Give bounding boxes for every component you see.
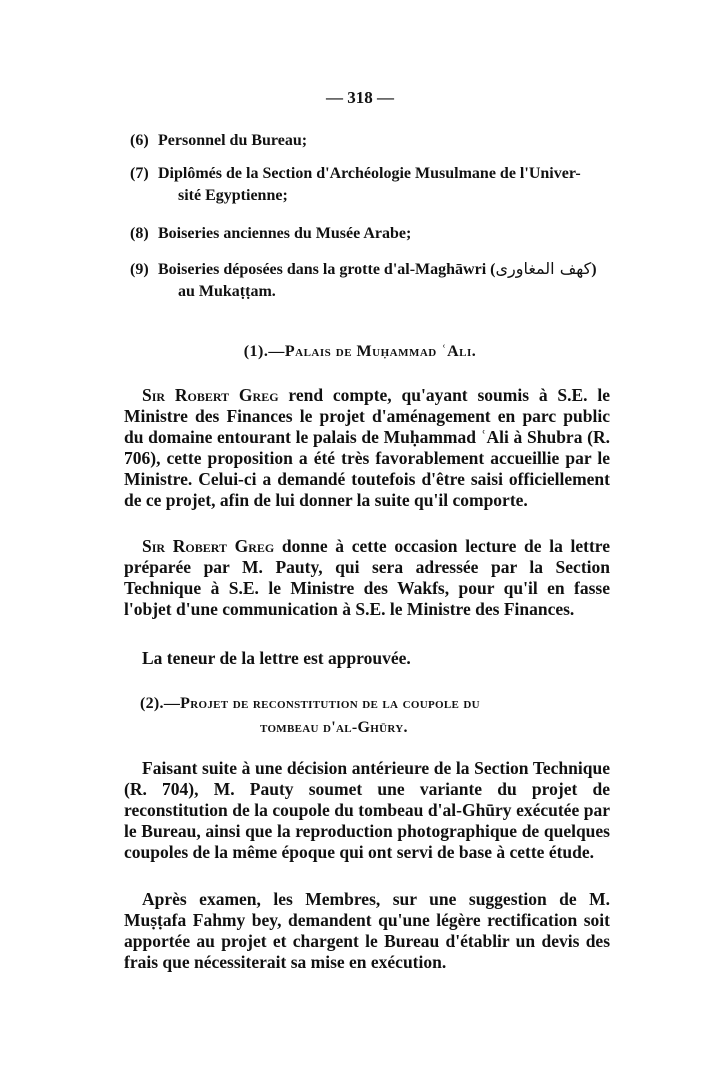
list-number: (9) [130,261,149,278]
paragraph [124,536,610,620]
paragraph-text: rend compte, qu'ayant soumis à S.E. le Ministre des Finances le projet d'aménagement en parc public du domaine entourant le palais de Muḥammad ʿAli à Shubra (R. 706), cette proposition a été très favorablement accueillie par le Ministre. Celui-ci a demandé toutefois d'être saisi officiellement de ce projet, afin de lui donner la suite qu'il comporte. [124,385,610,510]
arabic-term: كهف المغاورى [495,259,592,278]
page-number: — 318 — [326,88,394,107]
list-text: Personnel du Bureau; [158,132,308,149]
list-text: Boiseries anciennes du Musée Arabe; [158,225,412,242]
list-item [130,223,610,245]
section-1-heading: (1).—Palais de Muḥammad ʿAli. [243,343,477,360]
paragraph-text: donne à cette occasion lecture de la lettre préparée par M. Pauty, qui sera adressée par la Section Technique à S.E. le Ministre des Wakfs, pour qu'il en fasse l'objet d'une communication à S.E. le Ministre des Finances. [124,536,610,619]
section-2-heading-line-2: tombeau d'al-Ghūry. [260,719,408,736]
list-text: Diplômés de la Section d'Archéologie Musulmane de l'Univer- [158,165,581,182]
section-2-heading [140,692,610,740]
list-number: (7) [130,165,149,182]
list-text-close: ) [591,261,597,278]
list-item [130,130,610,152]
list-continuation: sité Egyptienne; [178,187,288,204]
list-item [130,258,610,303]
paragraph: La teneur de la lettre est approuvée. [142,648,411,668]
paragraph: Faisant suite à une décision antérieure de la Section Technique (R. 704), M. Pauty soumet une variante du projet de reconstitution de la coupole du tombeau d'al-Ghūry exécutée par le Bureau, ainsi que la reproduction photographique de quelques coupoles de la même époque qui ont servi de base à cette étude. [124,758,610,862]
section-2-heading-line-1: (2).—Projet de reconstitution de la coupole du [140,695,480,712]
paragraph: Après examen, les Membres, sur une suggestion de M. Muṣṭafa Fahmy bey, demandent qu'une légère rectification soit apportée au projet et chargent le Bureau d'établir un devis des frais que nécessiterait sa mise en exécution. [124,889,610,972]
list-text: Boiseries déposées dans la grotte d'al-Maghāwri ( [158,261,496,278]
list-item [130,163,610,207]
list-continuation: au Mukaṭṭam. [178,283,276,300]
person-name: Sir Robert Greg [142,385,279,405]
paragraph [124,385,610,511]
list-number: (8) [130,225,149,242]
list-number: (6) [130,132,149,149]
person-name: Sir Robert Greg [142,536,275,556]
